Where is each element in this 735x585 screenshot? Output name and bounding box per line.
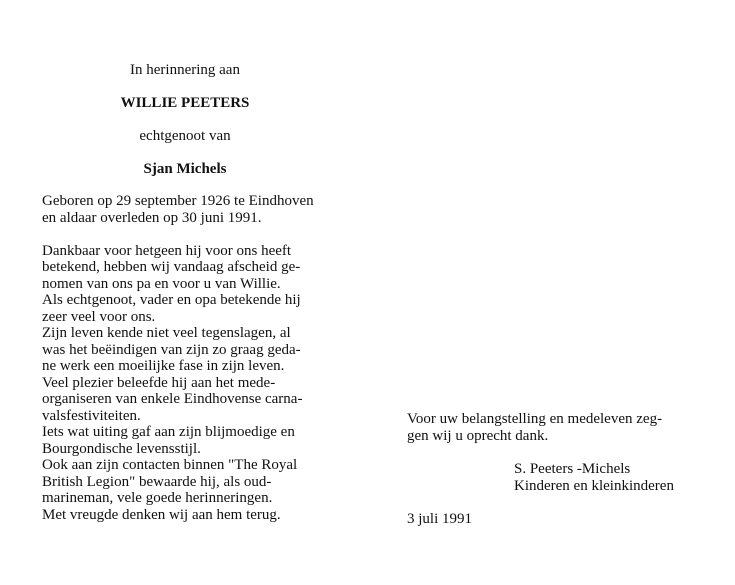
left-column	[42, 193, 342, 523]
body-line: betekend, hebben wij vandaag afscheid ge-	[42, 259, 301, 275]
deceased-name: WILLIE PEETERS	[120, 95, 250, 111]
body-line: Ook aan zijn contacten binnen "The Royal	[42, 457, 298, 473]
body-line: ne werk een moeilijke fase in zijn leven.	[42, 358, 285, 374]
body-line: Als echtgenoot, vader en opa betekende hij	[42, 292, 301, 308]
birth-line: en aldaar overleden op 30 juni 1991.	[42, 209, 262, 226]
body-line: marineman, vele goede herinneringen.	[42, 490, 273, 506]
body-line: zeer veel voor ons.	[42, 308, 156, 325]
body-line: nomen van ons pa en voor u van Willie.	[42, 275, 281, 292]
body-line: British Legion" bewaarde hij, als oud-	[42, 473, 272, 490]
thanks-line: gen wij u oprecht dank.	[407, 428, 549, 444]
date-text: 3 juli 1991	[407, 511, 473, 527]
body-line: valsfestiviteiten.	[42, 407, 141, 424]
body-line: Iets wat uiting gaf aan zijn blijmoedige en	[42, 424, 295, 440]
body-line: Dankbaar voor hetgeen hij voor ons heeft	[42, 242, 292, 259]
intro-text: In herinnering aan	[130, 62, 240, 78]
body-line: was het beëindigen van zijn zo graag geda-	[42, 341, 301, 358]
spouse-name: Sjan Michels	[143, 161, 227, 177]
signature-line: S. Peeters -Michels	[514, 461, 631, 477]
body-line: organiseren van enkele Eindhovense carna-	[42, 391, 303, 407]
body-line: Zijn leven kende niet veel tegenslagen, al	[42, 325, 291, 341]
signature-line: Kinderen en kleinkinderen	[514, 478, 674, 494]
body-line: Bourgondische levensstijl.	[42, 440, 201, 457]
relation-text: echtgenoot van	[139, 128, 231, 144]
thanks-line: Voor uw belangstelling en medeleven zeg-	[407, 411, 663, 427]
body-line: Met vreugde denken wij aan hem terug.	[42, 506, 281, 523]
birth-line: Geboren op 29 september 1926 te Eindhoven	[42, 193, 314, 209]
body-line: Veel plezier beleefde hij aan het mede-	[42, 374, 276, 391]
